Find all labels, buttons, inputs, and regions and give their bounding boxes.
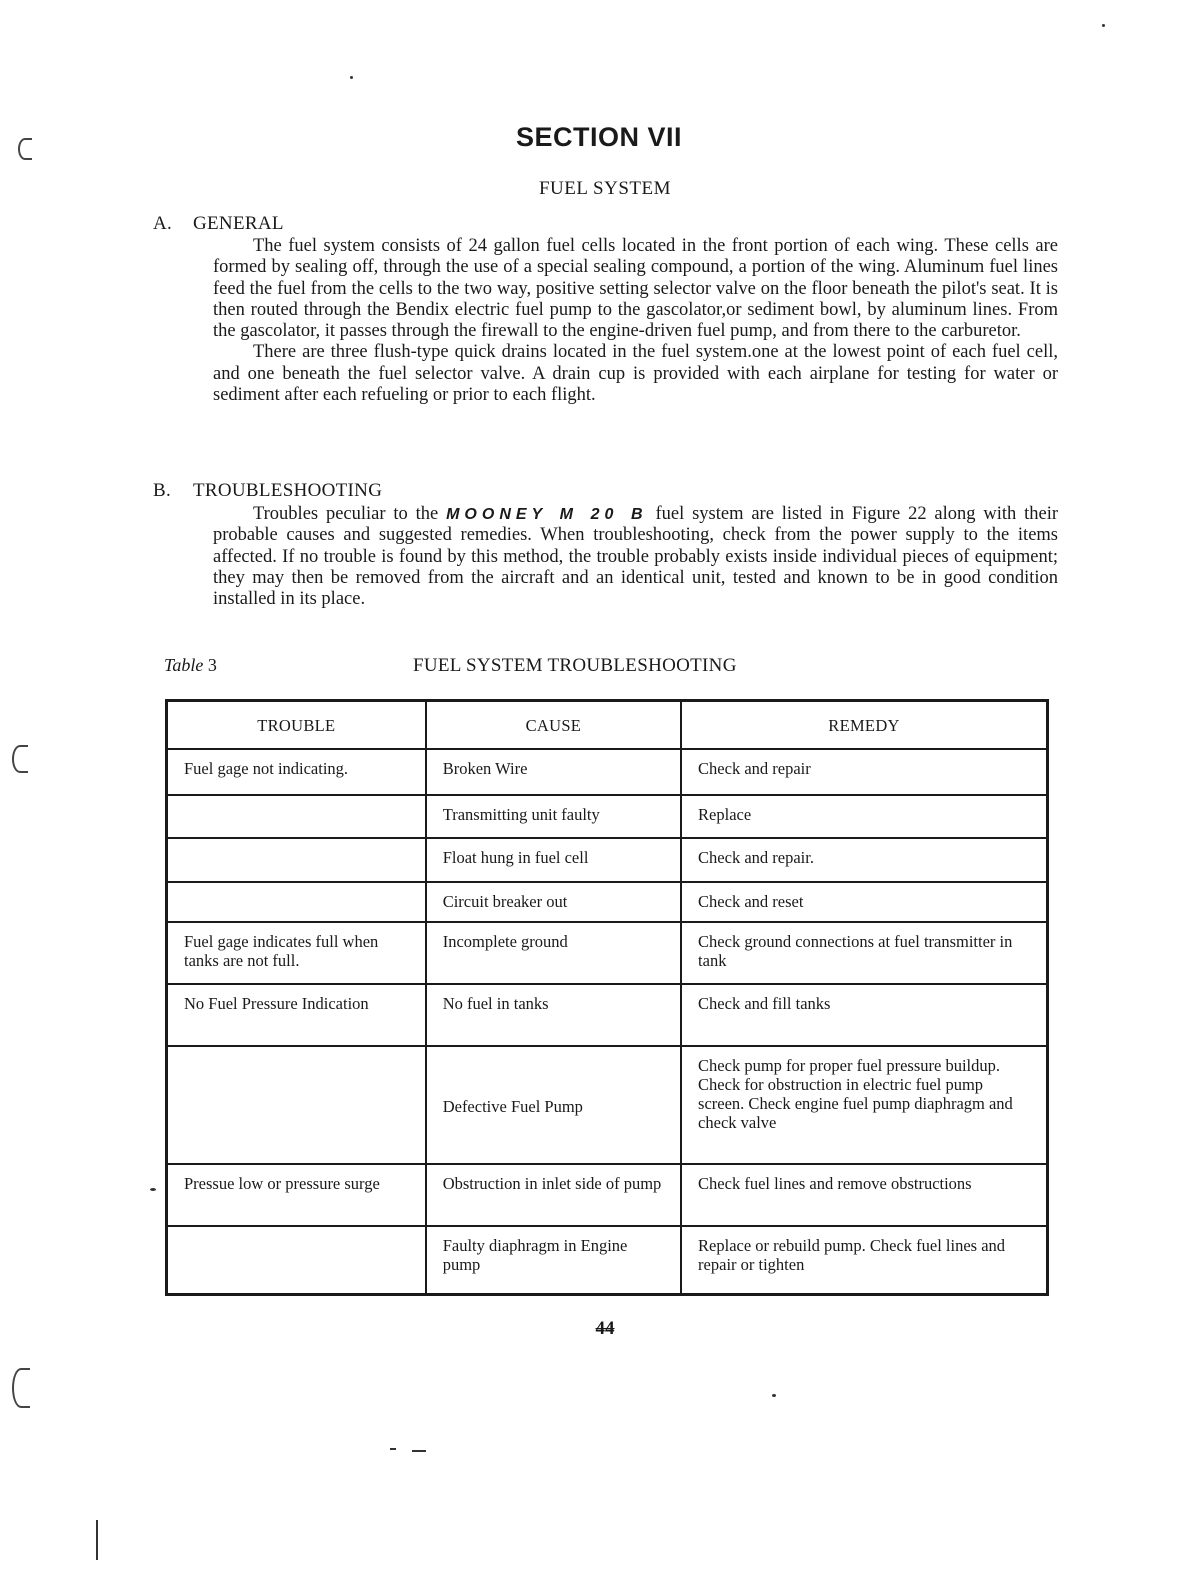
general-paragraphs bbox=[213, 236, 1058, 406]
general-heading bbox=[153, 213, 284, 235]
cell-remedy: Check ground connections at fuel transmitter in tank bbox=[681, 922, 1047, 984]
cell-trouble: No Fuel Pressure Indication bbox=[167, 984, 426, 1046]
scan-mark bbox=[150, 1188, 156, 1191]
troubleshooting-table bbox=[165, 699, 1049, 1296]
table-header-row bbox=[167, 701, 1048, 750]
table-title: FUEL SYSTEM TROUBLESHOOTING bbox=[413, 655, 737, 676]
scan-mark bbox=[1102, 24, 1105, 27]
cell-trouble bbox=[167, 795, 426, 838]
header-remedy: REMEDY bbox=[681, 701, 1047, 750]
cell-trouble bbox=[167, 1046, 426, 1164]
cell-trouble bbox=[167, 1226, 426, 1294]
cell-cause: Obstruction in inlet side of pump bbox=[426, 1164, 681, 1226]
scan-mark bbox=[390, 1448, 396, 1450]
cell-cause: Incomplete ground bbox=[426, 922, 681, 984]
general-heading-text: GENERAL bbox=[193, 213, 284, 234]
troubleshooting-paragraph bbox=[213, 504, 1058, 610]
subsection-title: FUEL SYSTEM bbox=[538, 178, 671, 199]
cell-remedy: Check and reset bbox=[681, 882, 1047, 922]
troubleshooting-heading bbox=[153, 480, 382, 502]
cell-trouble: Fuel gage indicates full when tanks are not full. bbox=[167, 922, 426, 984]
cell-cause: Defective Fuel Pump bbox=[426, 1046, 681, 1164]
scan-mark bbox=[350, 76, 353, 79]
cell-remedy: Replace or rebuild pump. Check fuel lines and repair or tighten bbox=[681, 1226, 1047, 1294]
general-letter: A. bbox=[153, 213, 173, 234]
aircraft-model: MOONEY M 20 B bbox=[446, 506, 648, 523]
cell-remedy: Replace bbox=[681, 795, 1047, 838]
cell-cause: Transmitting unit faulty bbox=[426, 795, 681, 838]
table-row bbox=[167, 795, 1048, 838]
header-trouble: TROUBLE bbox=[167, 701, 426, 750]
table-row bbox=[167, 749, 1048, 795]
troubleshooting-heading-text: TROUBLESHOOTING bbox=[193, 480, 383, 501]
troubleshooting-text-after: fuel system are listed in Figure 22 along with their probable causes and suggested remedies. When troubleshooting, check from the power supply to the items affected. If no trouble is found by this method, the trouble probably exists inside individual pieces of equipment; they may then be removed from the aircraft and an identical unit, tested and known to be in good condition installed in its place. bbox=[213, 504, 1059, 610]
table-row bbox=[167, 1164, 1048, 1226]
cell-remedy: Check and repair. bbox=[681, 838, 1047, 882]
cell-cause: No fuel in tanks bbox=[426, 984, 681, 1046]
scan-mark bbox=[12, 745, 28, 773]
cell-trouble bbox=[167, 882, 426, 922]
general-paragraph-1: The fuel system consists of 24 gallon fuel cells located in the front portion of each wing. These cells are formed by sealing off, through the use of a special sealing compound, a portion of the wing. Aluminum fuel lines feed the fuel from the cells to the two way, positive setting selector valve on the floor beneath the pilot's seat. It is then routed through the Bendix electric fuel pump to the gascolator,or sediment bowl, by aluminum lines. From the gascolator, it passes through the firewall to the engine-driven fuel pump, and from there to the carburetor. bbox=[213, 236, 1058, 342]
table-label bbox=[164, 655, 217, 676]
table-row bbox=[167, 1226, 1048, 1294]
cell-trouble: Fuel gage not indicating. bbox=[167, 749, 426, 795]
section-title: SECTION VII bbox=[515, 122, 683, 152]
cell-trouble: Pressue low or pressure surge bbox=[167, 1164, 426, 1226]
cell-remedy: Check fuel lines and remove obstructions bbox=[681, 1164, 1047, 1226]
table-row bbox=[167, 984, 1048, 1046]
table-row bbox=[167, 922, 1048, 984]
cell-trouble bbox=[167, 838, 426, 882]
table-label-number: 3 bbox=[207, 655, 217, 675]
scan-mark bbox=[12, 1368, 30, 1408]
table-row bbox=[167, 838, 1048, 882]
cell-cause: Circuit breaker out bbox=[426, 882, 681, 922]
cell-cause: Float hung in fuel cell bbox=[426, 838, 681, 882]
scan-mark bbox=[772, 1394, 776, 1397]
header-cause: CAUSE bbox=[426, 701, 681, 750]
table-row bbox=[167, 1046, 1048, 1164]
table-row bbox=[167, 882, 1048, 922]
troubleshooting-letter: B. bbox=[153, 480, 172, 501]
cell-remedy: Check and fill tanks bbox=[681, 984, 1047, 1046]
page-number: 44 bbox=[595, 1318, 615, 1339]
cell-cause: Faulty diaphragm in Engine pump bbox=[426, 1226, 681, 1294]
general-paragraph-2: There are three flush-type quick drains located in the fuel system.one at the lowest point of each fuel cell, and one beneath the fuel selector valve. A drain cup is provided with each airplane for testing for water or sediment after each refueling or prior to each flight. bbox=[213, 342, 1058, 406]
troubleshooting-text-before: Troubles peculiar to the bbox=[253, 504, 439, 524]
cell-cause: Broken Wire bbox=[426, 749, 681, 795]
scan-mark bbox=[96, 1520, 98, 1560]
scan-mark bbox=[412, 1450, 426, 1452]
cell-remedy: Check and repair bbox=[681, 749, 1047, 795]
cell-remedy: Check pump for proper fuel pressure buildup. Check for obstruction in electric fuel pump screen. Check engine fuel pump diaphragm and check valve bbox=[681, 1046, 1047, 1164]
table-label-word: Table bbox=[164, 655, 204, 675]
